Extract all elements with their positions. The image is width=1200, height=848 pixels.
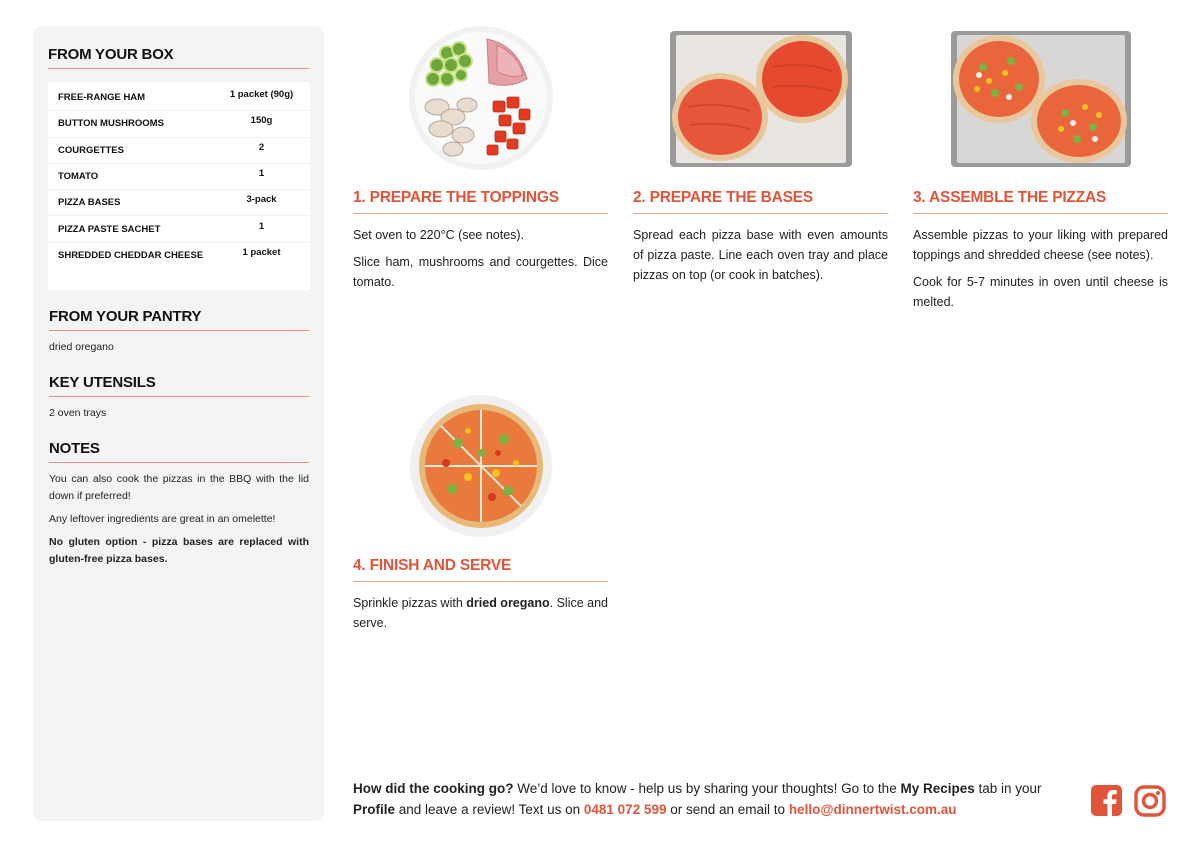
notes-section — [48, 440, 309, 568]
step-4 — [353, 392, 608, 633]
ingredient-row — [48, 138, 310, 164]
from-box-heading: FROM YOUR BOX — [48, 46, 309, 69]
step-4-title: 4. FINISH AND SERVE — [353, 557, 608, 582]
utensils-section — [48, 374, 309, 422]
feedback-footer: How did the cooking go? We’d love to know - help us by sharing your thoughts! Go to the My Recipes tab in your Profile and leave a review! Text us on 0481 072 599 or send an email to hello@dinnertwist.com.au — [353, 781, 1042, 817]
facebook-icon[interactable] — [1091, 785, 1122, 821]
ingredient-row — [48, 190, 310, 216]
ingredient-name: PIZZA BASES — [58, 197, 121, 209]
ingredient-qty: 1 packet — [242, 247, 281, 259]
assembled-pizzas-photo — [913, 24, 1168, 172]
step-2-text: Spread each pizza base with even amounts of pizza paste. Line each oven tray and place pizzas on top (or cook in batches). — [633, 228, 888, 282]
ingredients-sidebar — [33, 26, 324, 821]
ingredient-qty: 150g — [250, 115, 273, 127]
notes-heading: NOTES — [49, 440, 309, 463]
step-3-text: Cook for 5-7 minutes in oven until cheese is melted. — [913, 275, 1168, 309]
ingredient-name: TOMATO — [58, 171, 99, 183]
step-3 — [913, 24, 1168, 312]
ingredient-name: FREE-RANGE HAM — [58, 92, 146, 104]
step-3-text: Assemble pizzas to your liking with prepared toppings and shredded cheese (see notes). — [913, 228, 1168, 262]
utensils-text: 2 oven trays — [49, 407, 107, 419]
pantry-heading: FROM YOUR PANTRY — [49, 308, 309, 331]
ingredients-table — [48, 82, 310, 290]
ingredient-row — [48, 164, 310, 190]
step-2-title: 2. PREPARE THE BASES — [633, 189, 888, 214]
ingredient-name: SHREDDED CHEDDAR CHEESE — [58, 250, 204, 262]
step-3-title: 3. ASSEMBLE THE PIZZAS — [913, 189, 1168, 214]
bases-photo — [633, 24, 888, 172]
note-item: You can also cook the pizzas in the BBQ with the lid down if preferred! — [49, 473, 309, 502]
ingredient-name: COURGETTES — [58, 144, 124, 156]
step-1-text: Set oven to 220°C (see notes). — [353, 228, 525, 242]
ingredient-qty: 1 packet (90g) — [229, 89, 294, 101]
ingredient-qty: 1 — [258, 220, 265, 232]
ingredient-row — [48, 111, 310, 137]
pantry-text: dried oregano — [49, 341, 114, 353]
ingredient-name: PIZZA PASTE SACHET — [58, 223, 161, 235]
ingredient-qty: 2 — [258, 141, 265, 153]
note-item: Any leftover ingredients are great in an omelette! — [49, 513, 276, 525]
step-2 — [633, 24, 888, 285]
ingredient-row — [48, 216, 310, 242]
ingredient-name: BUTTON MUSHROOMS — [58, 118, 164, 130]
finished-pizza-photo — [353, 392, 608, 540]
step-1-title: 1. PREPARE THE TOPPINGS — [353, 189, 608, 214]
step-1 — [353, 24, 608, 292]
ingredient-qty: 3-pack — [246, 194, 277, 206]
ingredient-row — [48, 85, 310, 111]
step-4-text: Sprinkle pizzas with dried oregano. Slice and serve. — [353, 596, 609, 630]
instagram-icon[interactable] — [1134, 785, 1166, 822]
pantry-section — [48, 308, 309, 356]
phone-link[interactable]: 0481 072 599 — [583, 802, 667, 817]
ingredient-row — [48, 243, 310, 269]
email-link[interactable]: hello@dinnertwist.com.au — [788, 802, 957, 817]
toppings-photo — [353, 24, 608, 172]
step-1-text: Slice ham, mushrooms and courgettes. Dice tomato. — [353, 255, 608, 289]
note-item: No gluten option - pizza bases are replaced with gluten-free pizza bases. — [49, 536, 309, 565]
utensils-heading: KEY UTENSILS — [49, 374, 309, 397]
ingredient-qty: 1 — [258, 168, 265, 180]
